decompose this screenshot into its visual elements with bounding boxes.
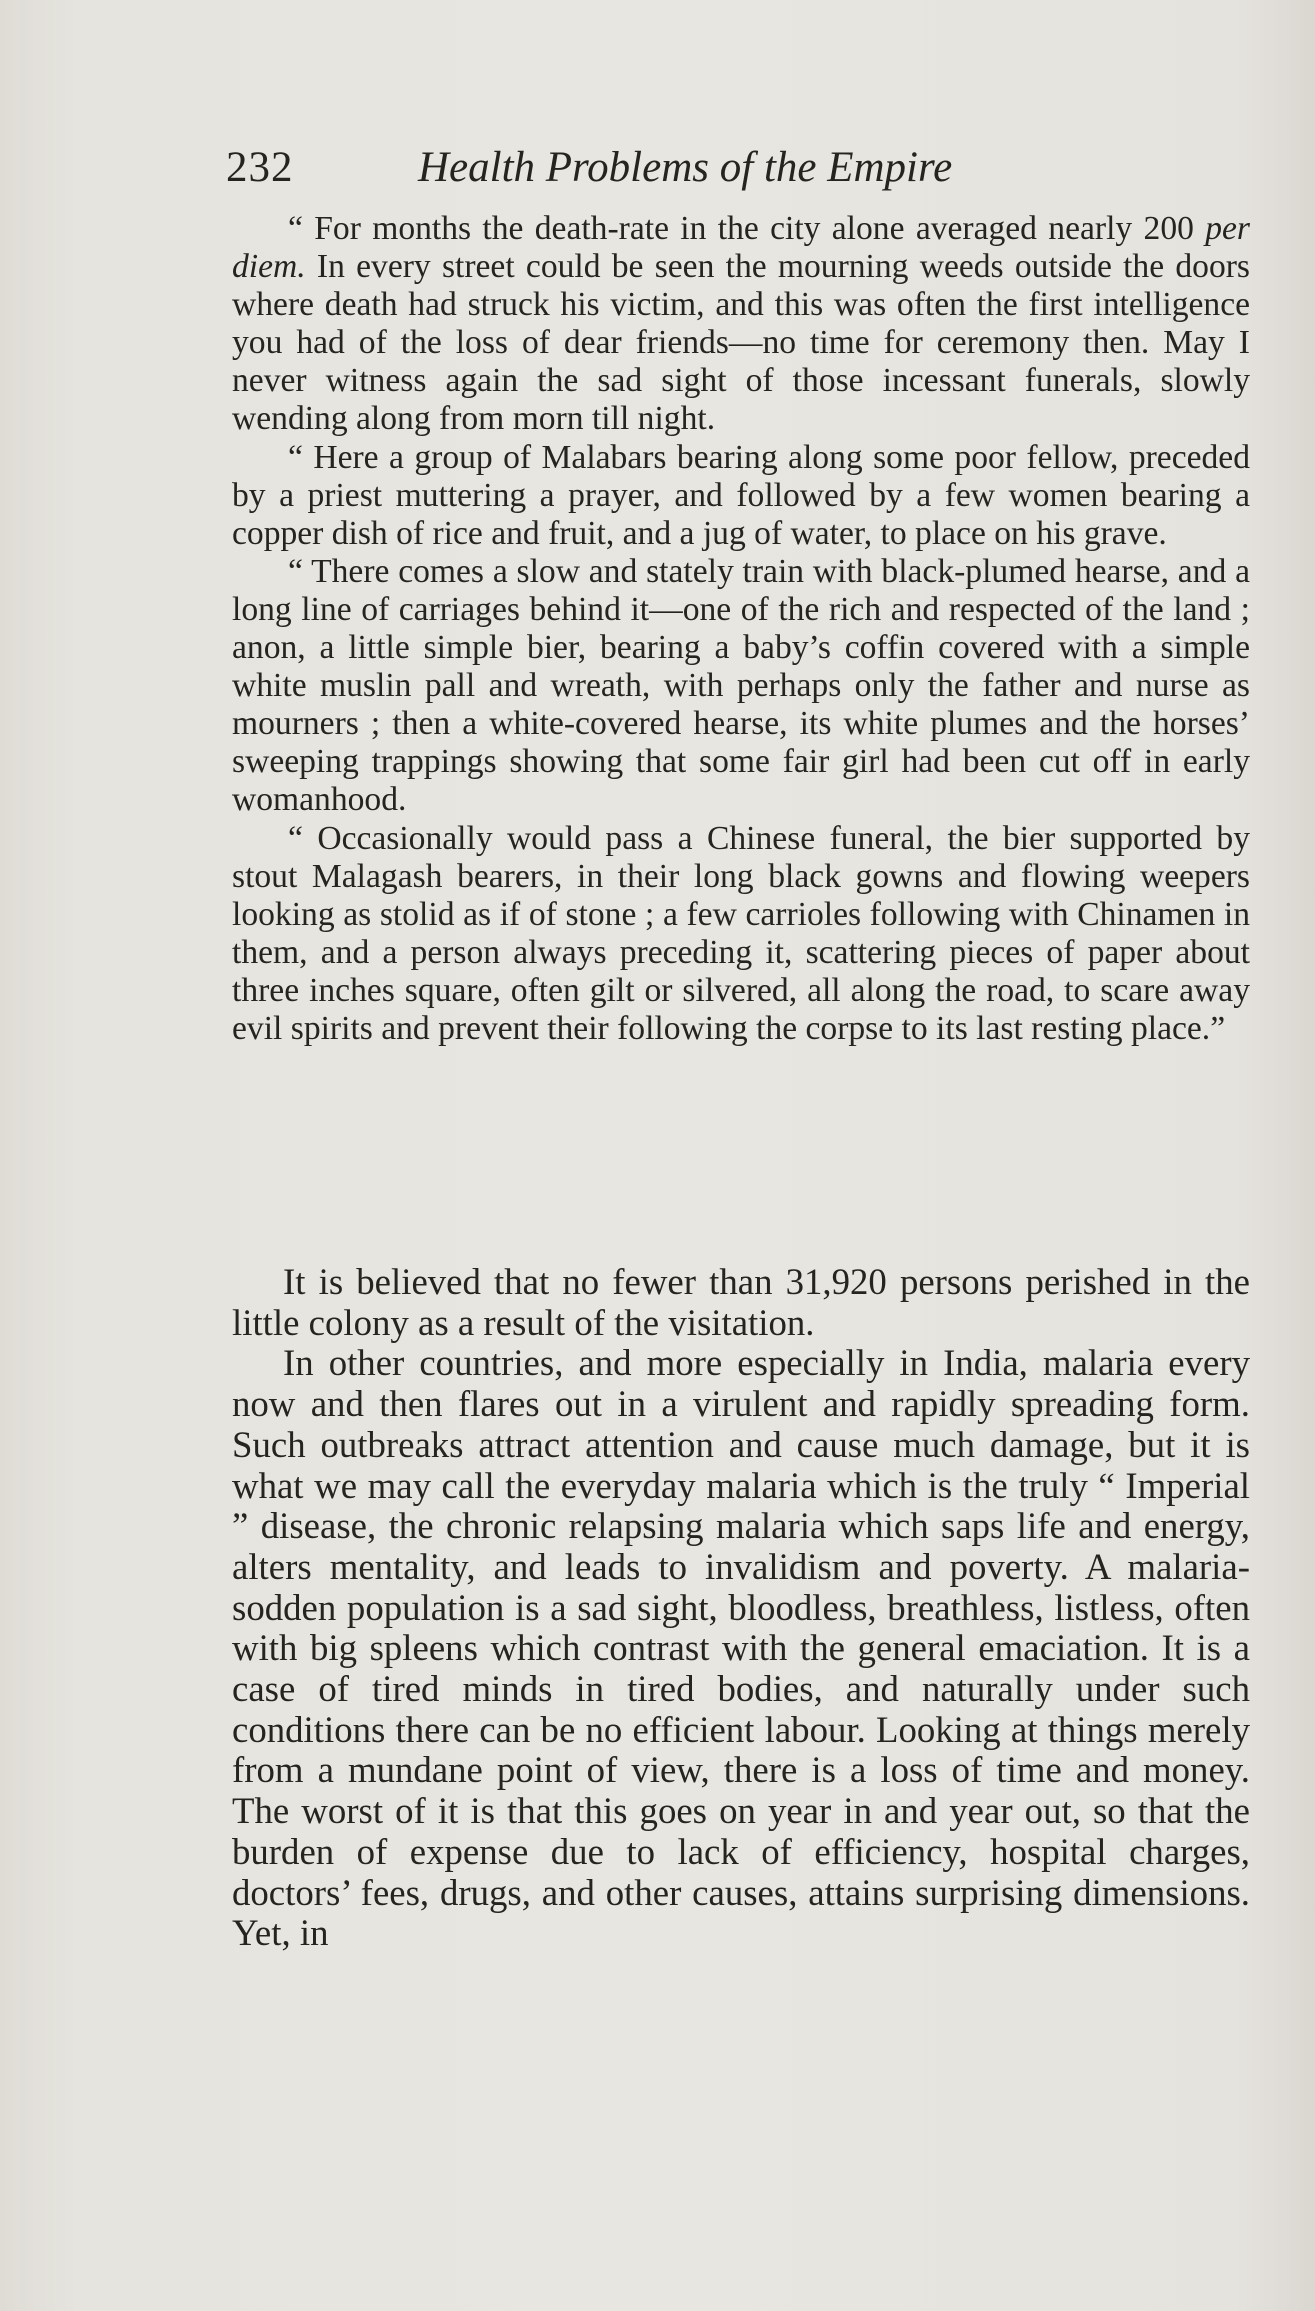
quote-paragraph-text: In every street could be seen the mourning weeds outside the doors where death had struck his victim, and this was often the first intelligence you had of the loss of dear friends—no time for ceremony then. May I never witness again the sad sight of those incessant funerals, slowly wending along from morn till night. bbox=[232, 248, 1250, 438]
page-header bbox=[226, 138, 1246, 198]
quoted-passage bbox=[232, 210, 1250, 1048]
body-paragraph: It is believed that no fewer than 31,920 persons perished in the little colony as a result of the visitation. bbox=[232, 1261, 1250, 1343]
quote-paragraph: “ Here a group of Malabars bearing along some poor fellow, preceded by a priest muttering a prayer, and followed by a few women bearing a copper dish of rice and fruit, and a jug of water, to place on his grave. bbox=[232, 438, 1250, 552]
quote-paragraph: “ Occasionally would pass a Chinese funeral, the bier supported by stout Malagash bearers, in their long black gowns and flowing weepers looking as stolid as if of stone ; a few carrioles following with Chinamen in them, and a person always preceding it, scattering pieces of paper about three inches square, often gilt or silvered, all along the road, to scare away evil spirits and prevent their following the corpse to its last resting place.” bbox=[232, 819, 1250, 1047]
quote-paragraph-text: “ For months the death-rate in the city alone averaged nearly 200 bbox=[288, 210, 1206, 247]
body-text bbox=[232, 1262, 1250, 1954]
running-title: Health Problems of the Empire bbox=[418, 144, 953, 191]
quote-paragraph: “ There comes a slow and stately train with black-plumed hearse, and a long line of carriages behind it—one of the rich and respected of the land ; anon, a little simple bier, bearing a baby’s coffin covered with a simple white muslin pall and wreath, with perhaps only the father and nurse as mourners ; then a white-covered hearse, its white plumes and the horses’ sweeping trappings showing that some fair girl had been cut off in early womanhood. bbox=[232, 552, 1250, 819]
page-number: 232 bbox=[226, 144, 294, 191]
quote-paragraph bbox=[232, 210, 1250, 439]
body-paragraph: In other countries, and more especially in India, malaria every now and then flares out in a virulent and rapidly spreading form. Such outbreaks attract attention and cause much damage, but it is what we may call the everyday malaria which is the truly “ Imperial ” disease, the chronic relapsing malaria which saps life and energy, alters mentality, and leads to invalidism and poverty. A malaria-sodden population is a sad sight, bloodless, breathless, listless, often with big spleens which contrast with the general emaciation. It is a case of tired minds in tired bodies, and naturally under such conditions there can be no efficient labour. Looking at things merely from a mundane point of view, there is a loss of time and money. The worst of it is that this goes on year in and year out, so that the burden of expense due to lack of efficiency, hospital charges, doctors’ fees, drugs, and other causes, attains surprising dimensions. Yet, in bbox=[232, 1342, 1250, 1954]
italic-phrase: per diem. bbox=[232, 210, 1250, 286]
